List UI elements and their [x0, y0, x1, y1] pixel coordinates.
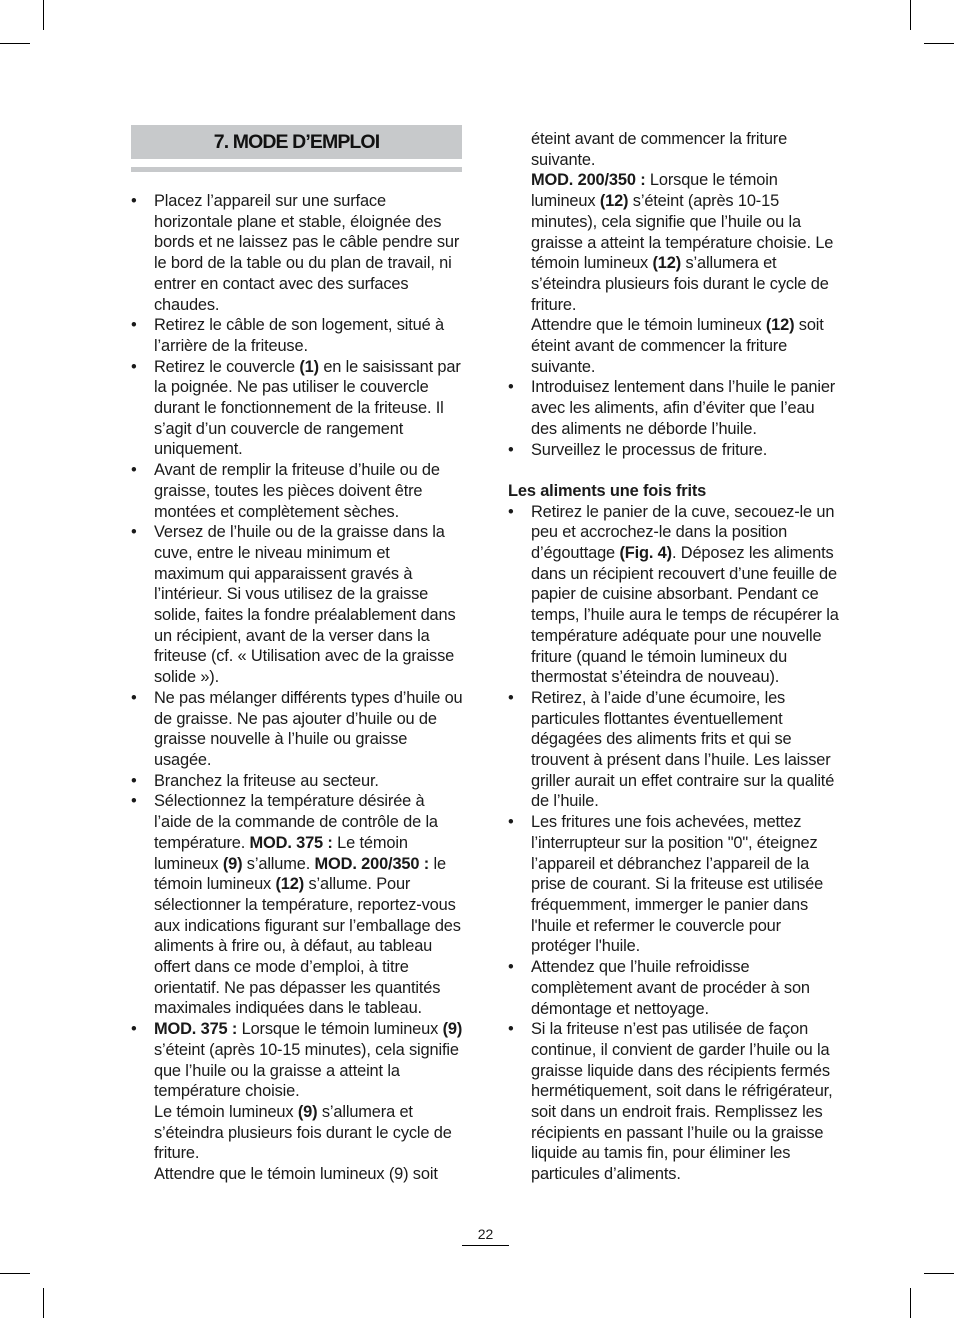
list-item: • Surveillez le processus de friture. — [508, 440, 842, 461]
list-item: • Retirez le panier de la cuve, secouez-le un peu et accrochez-le dans la position d’égouttage (Fig. 4). Déposez les aliments dans un récipient recouvert d’une feuille de papier de cuisine absorbant. Pendant ce temps, l’huile aura le temps de récupérer la température adéquate pour une nouvelle friture (quand le témoin lumineux du thermostat s’éteindra de nouveau). — [508, 502, 842, 688]
after-frying-list — [508, 502, 842, 1185]
list-item-temperature: • Sélectionnez la température désirée à l’aide de la commande de contrôle de la température. MOD. 375 : Le témoin lumineux (9) s’allume. MOD. 200/350 : le témoin lumineux (12) s’allume. Pour sélectionner la température, reportez-vous aux indications figurant sur l’emballage des aliments à frire ou, à défaut, au tableau offert dans ce mode d’emploi, à titre orientatif. Ne pas dépasser les quantités maximales indiquées dans le tableau. — [131, 791, 463, 1019]
crop-mark-bottom-left-h — [0, 1273, 30, 1274]
heading-rule — [131, 167, 462, 172]
list-item: • Placez l’appareil sur une surface horizontale plane et stable, éloignée des bords et ne laissez pas le câble pendre sur le bord de la table ou du plan de travail, ni entrer en contact avec des surfaces chaudes. — [131, 191, 463, 315]
left-bullet-list — [131, 191, 463, 1185]
subheading: Les aliments une fois frits — [508, 481, 707, 500]
list-item: • Introduisez lentement dans l’huile le panier avec les aliments, afin d’éviter que l’eau des aliments ne déborde l’huile. — [508, 377, 842, 439]
crop-mark-top-left-h — [0, 43, 30, 44]
list-item: • Retirez le câble de son logement, situé à l’arrière de la friteuse. — [131, 315, 463, 356]
section-title: 7. MODE D’EMPLOI — [213, 130, 380, 153]
crop-mark-top-right-v — [910, 0, 911, 30]
list-item: • Retirez, à l’aide d’une écumoire, les particules flottantes éventuellement dégagées des aliments frits et qui se trouvent à présent dans l’huile. Les laisser griller aurait un effet contraire sur la qualité de l’huile. — [508, 688, 842, 812]
list-item: • Si la friteuse n’est pas utilisée de façon continue, il convient de garder l’huile ou la graisse liquide dans des récipients fermés hermétiquement, soit dans le réfrigérateur, soit dans un endroit frais. Remplissez les récipients en passant l’huile ou la graisse liquide au tamis fin, pour éliminer les particules d’aliments. — [508, 1019, 842, 1185]
continued-paragraph: éteint avant de commencer la friture suivante. MOD. 200/350 : Lorsque le témoin lumineux (12) s’éteint (après 10-15 minutes), cela signifie que l’huile ou la graisse a atteint la température choisie. Le témoin lumineux (12) s’allumera et s’éteindra plusieurs fois durant le cycle de friture. Attendre que le témoin lumineux (12) soit éteint avant de commencer la friture suivante. — [531, 130, 834, 376]
crop-mark-bottom-right-v — [910, 1288, 911, 1318]
list-item: • Avant de remplir la friteuse d’huile ou de graisse, toutes les pièces doivent être montées et complètement sèches. — [131, 460, 463, 522]
list-item: • Versez de l’huile ou de la graisse dans la cuve, entre le niveau minimum et maximum qui apparaissent gravés à l’intérieur. Si vous utilisez de la graisse solide, faites la fondre préalablement dans un récipient, avant de la verser dans la friteuse (cf. « Utilisation avec de la graisse solide »). — [131, 522, 463, 688]
crop-mark-top-left-v — [43, 0, 44, 30]
list-item: • Branchez la friteuse au secteur. — [131, 771, 463, 792]
right-column — [508, 129, 842, 1185]
page-number: 22 — [477, 1226, 494, 1242]
list-item: • Les fritures une fois achevées, mettez l’interrupteur sur la position "0", éteignez l’appareil et débranchez l’appareil de la prise de courant. Si la friteuse est utilisée fréquemment, immerger le panier dans l'huile et refermer le couvercle pour protéger l'huile. — [508, 812, 842, 957]
left-column — [131, 191, 463, 1185]
page-number-rule — [462, 1245, 509, 1246]
crop-mark-bottom-right-h — [924, 1273, 954, 1274]
list-item-mod375: • MOD. 375 : Lorsque le témoin lumineux (9) s’éteint (après 10-15 minutes), cela signifie que l’huile ou la graisse a atteint la température choisie. Le témoin lumineux (9) s’allumera et s’éteindra plusieurs fois durant le cycle de friture. Attendre que le témoin lumineux (9) soit — [131, 1019, 463, 1185]
list-item: • Retirez le couvercle (1) en le saisissant par la poignée. Ne pas utiliser le couvercle durant le fonctionnement de la friteuse. Il s’agit d’un couvercle de rangement uniquement. — [131, 357, 463, 461]
list-item: • Ne pas mélanger différents types d’huile ou de graisse. Ne pas ajouter d’huile ou de graisse nouvelle à l’huile ou graisse usagée. — [131, 688, 463, 771]
crop-mark-top-right-h — [924, 43, 954, 44]
list-item: • Attendez que l’huile refroidisse complètement avant de procéder à son démontage et nettoyage. — [508, 957, 842, 1019]
right-bullet-list — [508, 377, 842, 460]
crop-mark-bottom-left-v — [43, 1288, 44, 1318]
section-heading — [131, 125, 462, 159]
